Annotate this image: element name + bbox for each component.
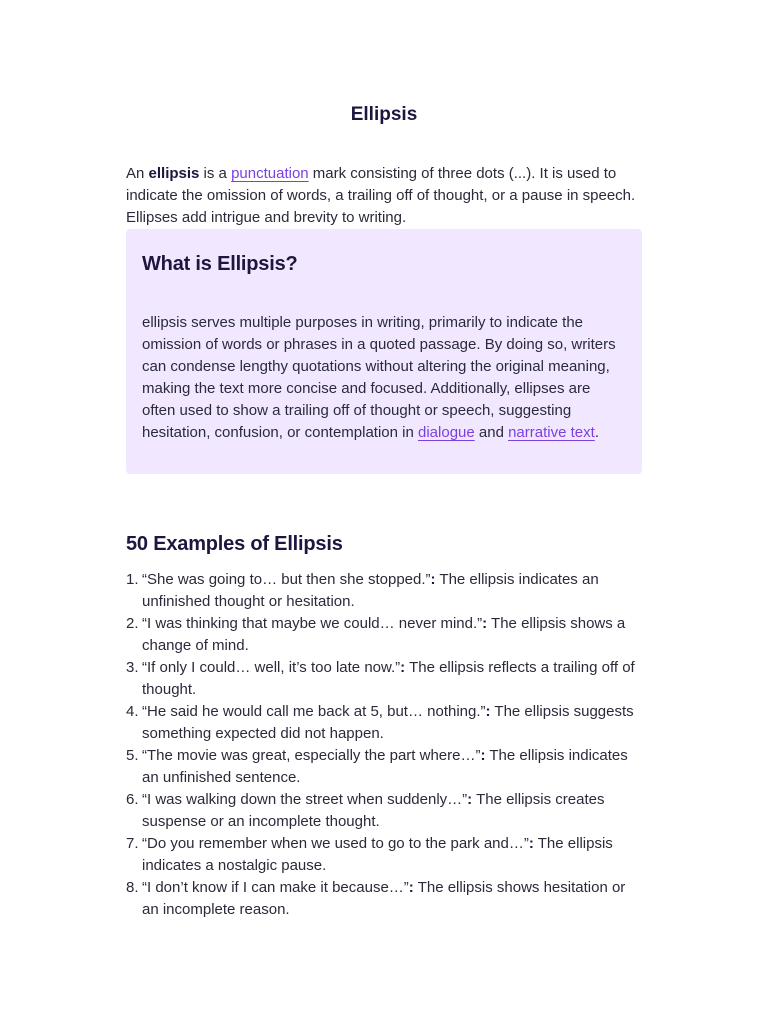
list-item-number: 5.: [126, 747, 139, 764]
list-item-number: 6.: [126, 791, 139, 808]
callout-body-mid: and: [474, 424, 509, 441]
list-item-text: The ellipsis indicates an unfinished thought or hesitation.: [142, 571, 599, 610]
intro-prefix: An: [126, 165, 149, 182]
list-item-colon: :: [400, 659, 406, 676]
list-item-quote: “Do you remember when we used to go to the park and…”: [142, 835, 529, 852]
list-item-text: The ellipsis shows a change of mind.: [142, 615, 626, 654]
list-item-quote: “I was walking down the street when suddenly…”: [142, 791, 468, 808]
list-item: [126, 789, 646, 833]
list-item-colon: :: [528, 835, 534, 852]
list-item-number: 3.: [126, 659, 139, 676]
list-item-number: 2.: [126, 615, 139, 632]
page-title: Ellipsis: [350, 104, 418, 125]
list-item-number: 1.: [126, 571, 139, 588]
list-item: [126, 877, 646, 921]
callout-body-text: ellipsis serves multiple purposes in writing, primarily to indicate the omission of words or phrases in a quoted passage. By doing so, writers can condense lengthy quotations without altering the original meaning, making the text more concise and focused. Additionally, ellipses are often used to show a trailing off of thought or speech, suggesting hesitation, confusion, or contemplation in: [142, 314, 616, 441]
list-item-text: The ellipsis indicates a nostalgic pause.: [142, 835, 613, 874]
list-item: [126, 701, 646, 745]
list-item-number: 7.: [126, 835, 139, 852]
list-item-number: 8.: [126, 879, 139, 896]
list-item: [126, 613, 646, 657]
intro-mid: is a: [199, 165, 232, 182]
list-item: [126, 569, 646, 613]
narrative-text-link[interactable]: narrative text: [508, 424, 595, 441]
intro-rest: mark consisting of three dots (...). It is used to indicate the omission of words, a trailing off of thought, or a pause in speech. Ellipses add intrigue and brevity to writing.: [126, 165, 636, 226]
list-item-quote: “I don’t know if I can make it because…”: [142, 879, 409, 896]
list-item-text: The ellipsis indicates an unfinished sentence.: [142, 747, 628, 786]
list-item: [126, 657, 646, 701]
examples-list: [126, 569, 646, 921]
callout-heading: What is Ellipsis?: [142, 253, 298, 275]
list-item-text: The ellipsis suggests something expected did not happen.: [142, 703, 634, 742]
list-item-colon: :: [485, 703, 491, 720]
intro-paragraph: [126, 163, 646, 229]
list-item-quote: “She was going to… but then she stopped.”: [142, 571, 431, 588]
punctuation-link[interactable]: punctuation: [231, 165, 309, 182]
list-item-colon: :: [482, 615, 488, 632]
callout-body-suffix: .: [594, 424, 599, 441]
list-item-quote: “I was thinking that maybe we could… never mind.”: [142, 615, 483, 632]
list-item-quote: “If only I could… well, it’s too late now.”: [142, 659, 401, 676]
dialogue-link[interactable]: dialogue: [418, 424, 475, 441]
callout-body: [142, 312, 622, 444]
list-item-quote: “He said he would call me back at 5, but… nothing.”: [142, 703, 486, 720]
examples-heading: 50 Examples of Ellipsis: [126, 533, 343, 555]
list-item-number: 4.: [126, 703, 139, 720]
list-item-text: The ellipsis creates suspense or an incomplete thought.: [142, 791, 605, 830]
definition-callout: [126, 229, 642, 474]
list-item: [126, 745, 646, 789]
list-item-text: The ellipsis shows hesitation or an incomplete reason.: [142, 879, 626, 918]
list-item-colon: :: [480, 747, 486, 764]
list-item-text: The ellipsis reflects a trailing off of thought.: [142, 659, 635, 698]
intro-term: ellipsis: [148, 165, 200, 182]
list-item: [126, 833, 646, 877]
list-item-colon: :: [467, 791, 473, 808]
list-item-quote: “The movie was great, especially the part where…”: [142, 747, 481, 764]
list-item-colon: :: [408, 879, 414, 896]
list-item-colon: :: [430, 571, 436, 588]
